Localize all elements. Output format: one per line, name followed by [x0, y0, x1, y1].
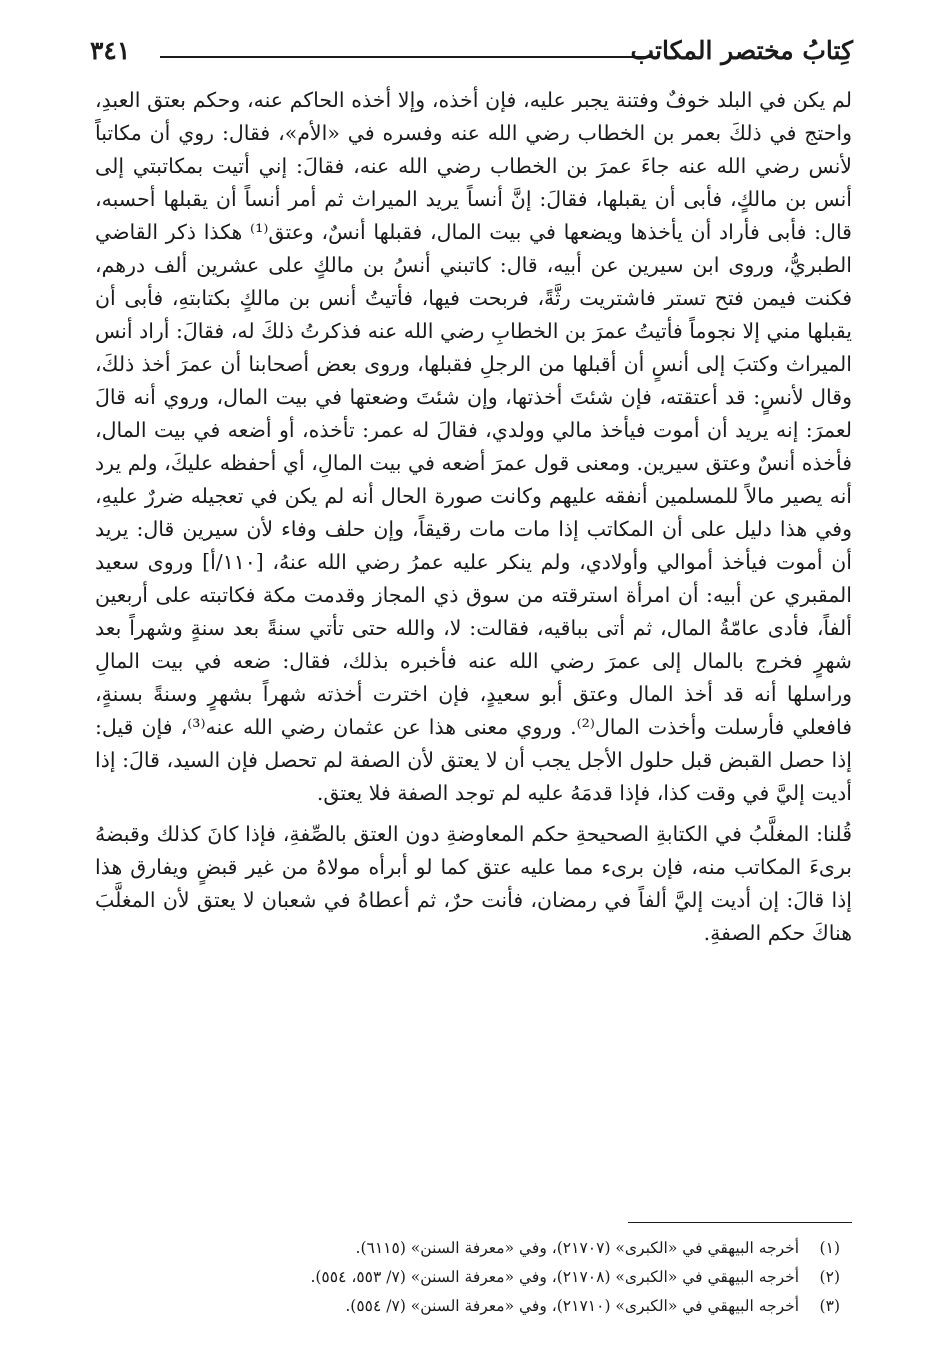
- footnote: [150, 1263, 840, 1292]
- footnote: [150, 1292, 840, 1321]
- footnote-number: (٣): [819, 1297, 840, 1315]
- footnotes: [150, 1234, 840, 1321]
- footnote-text: أخرجه البيهقي في «الكبرى» (٢١٧٠٨)، وفي «معرفة السنن» (٧/ ٥٥٣، ٥٥٤).: [310, 1268, 800, 1286]
- footnote-number: (١): [819, 1239, 840, 1257]
- page-header: [90, 28, 853, 76]
- running-title: كِتابُ مختصر المكاتب: [630, 36, 853, 65]
- page-number: ٣٤١: [90, 36, 131, 65]
- footnote-number: (٢): [819, 1268, 840, 1286]
- footnote-text: أخرجه البيهقي في «الكبرى» (٢١٧١٠)، وفي «معرفة السنن» (٧/ ٥٥٤).: [345, 1297, 800, 1315]
- footnote-separator: [628, 1222, 852, 1223]
- paragraph: لم يكن في البلد خوفٌ وفتنة يجبر عليه، فإن أخذه، وإلا أخذه الحاكم عنه، وحكم بعتق العبدِ، واحتج في ذلكَ بعمر بن الخطاب رضي الله عنه وفسره في «الأم»، فقال: روي أن مكاتباً لأنس رضي الله عنه جاءَ عمرَ بن الخطاب رضي الله عنه، فقالَ: إني أتيت بمكاتبتي إلى أنس بن مالكٍ، فأبى أن يقبلها، فقالَ: إنَّ أنساً يريد الميراث ثم أمر أنساً أن يقبلها أحسبه، قال: فأبى فأراد أن يأخذها ويضعها في بيت المال، فقبلها أنسٌ، وعتق⁽¹⁾ هكذا ذكر القاضي الطبريُّ، وروى ابن سيرين عن أبيه، قال: كاتبني أنسُ بن مالكٍ على عشرين ألف درهم، فكنت فيمن فتح تستر فاشتريت رثَّةً، فربحت فيها، فأتيتُ أنس بن مالكٍ بكتابتهِ، فأبى أن يقبلها مني إلا نجوماً فأتيتُ عمرَ بن الخطابِ رضي الله عنه فذكرتُ ذلكَ له، فقالَ: أراد أنس الميراث وكتبَ إلى أنسٍ أن أقبلها من الرجلِ فقبلها، وروى بعض أصحابنا أن عمرَ أخذ ذلكَ، وقال لأنسٍ: قد أعتقته، فإن شئتَ أخذتها، وإن شئتَ وضعتها في بيت المال، وروي أنه قالَ لعمرَ: إنه يريد أن أموت فيأخذ مالي وولدي، فقالَ له عمر: تأخذه، أو أضعه في بيت المال، فأخذه أنسٌ وعتق سيرين. ومعنى قول عمرَ أضعه في بيت المالِ، أي أحفظه عليكَ، ولم يرد أنه يصير مالاً للمسلمين أنفقه عليهم وكانت صورة الحال أنه لم يكن في تعجيله ضررٌ عليهِ، وفي هذا دليل على أن المكاتب إذا مات مات رقيقاً، وإن حلف وفاء لأن سيرين قال: يريد أن أموت فيأخذ أموالي وأولادي، ولم ينكر عليه عمرُ رضي الله عنهُ، [١١٠/أ] وروى سعيد المقبري عن أبيه: أن امرأة استرقته من سوق ذي المجاز وقدمت مكة فكاتبته على أربعين ألفاً، فأدى عامّةُ المال، ثم أتى بباقيه، فقالت: لا، والله حتى تأتي سنةً بعد سنةٍ وشهراً بعد شهرٍ فخرج بالمال إلى عمرَ رضي الله عنه فأخبره بذلك، فقال: ضعه في بيت المالِ وراسلها أنه قد أخذ المال وعتق أبو سعيدٍ، فإن اخترت أخذته شهراً بشهرٍ وسنةً بسنةٍ، فافعلي فأرسلت وأخذت المال⁽²⁾. وروي معنى هذا عن عثمان رضي الله عنه⁽³⁾، فإن قيل: إذا حصل القبض قبل حلول الأجل يجب أن لا يعتق لأن الصفة لم تحصل فإن السيد، قالَ: إذا أديت إليَّ في وقت كذا، فإذا قدمَهُ عليه لم توجد الصفة فلا يعتق.: [95, 88, 852, 805]
- header-rule: [160, 56, 653, 58]
- paragraph: قُلنا: المغلَّبُ في الكتابةِ الصحيحةِ حكم المعاوضةِ دون العتق بالصِّفةِ، فإذا كانَ كذلك وقبضهُ برىءَ المكاتب منه، فإن برىء مما عليه عتق كما لو أبرأه مولاهُ من غير قبضٍ ويفارق هذا إذا قالَ: إن أديت إليَّ ألفاً في رمضان، فأنت حرٌ، ثم أعطاهُ في شعبان لا يعتق لأن المغلَّبَ هناكَ حكم الصفةِ.: [95, 822, 852, 945]
- footnote-text: أخرجه البيهقي في «الكبرى» (٢١٧٠٧)، وفي «معرفة السنن» (٦١١٥).: [355, 1239, 800, 1257]
- footnote: [150, 1234, 840, 1263]
- main-text: [95, 84, 852, 950]
